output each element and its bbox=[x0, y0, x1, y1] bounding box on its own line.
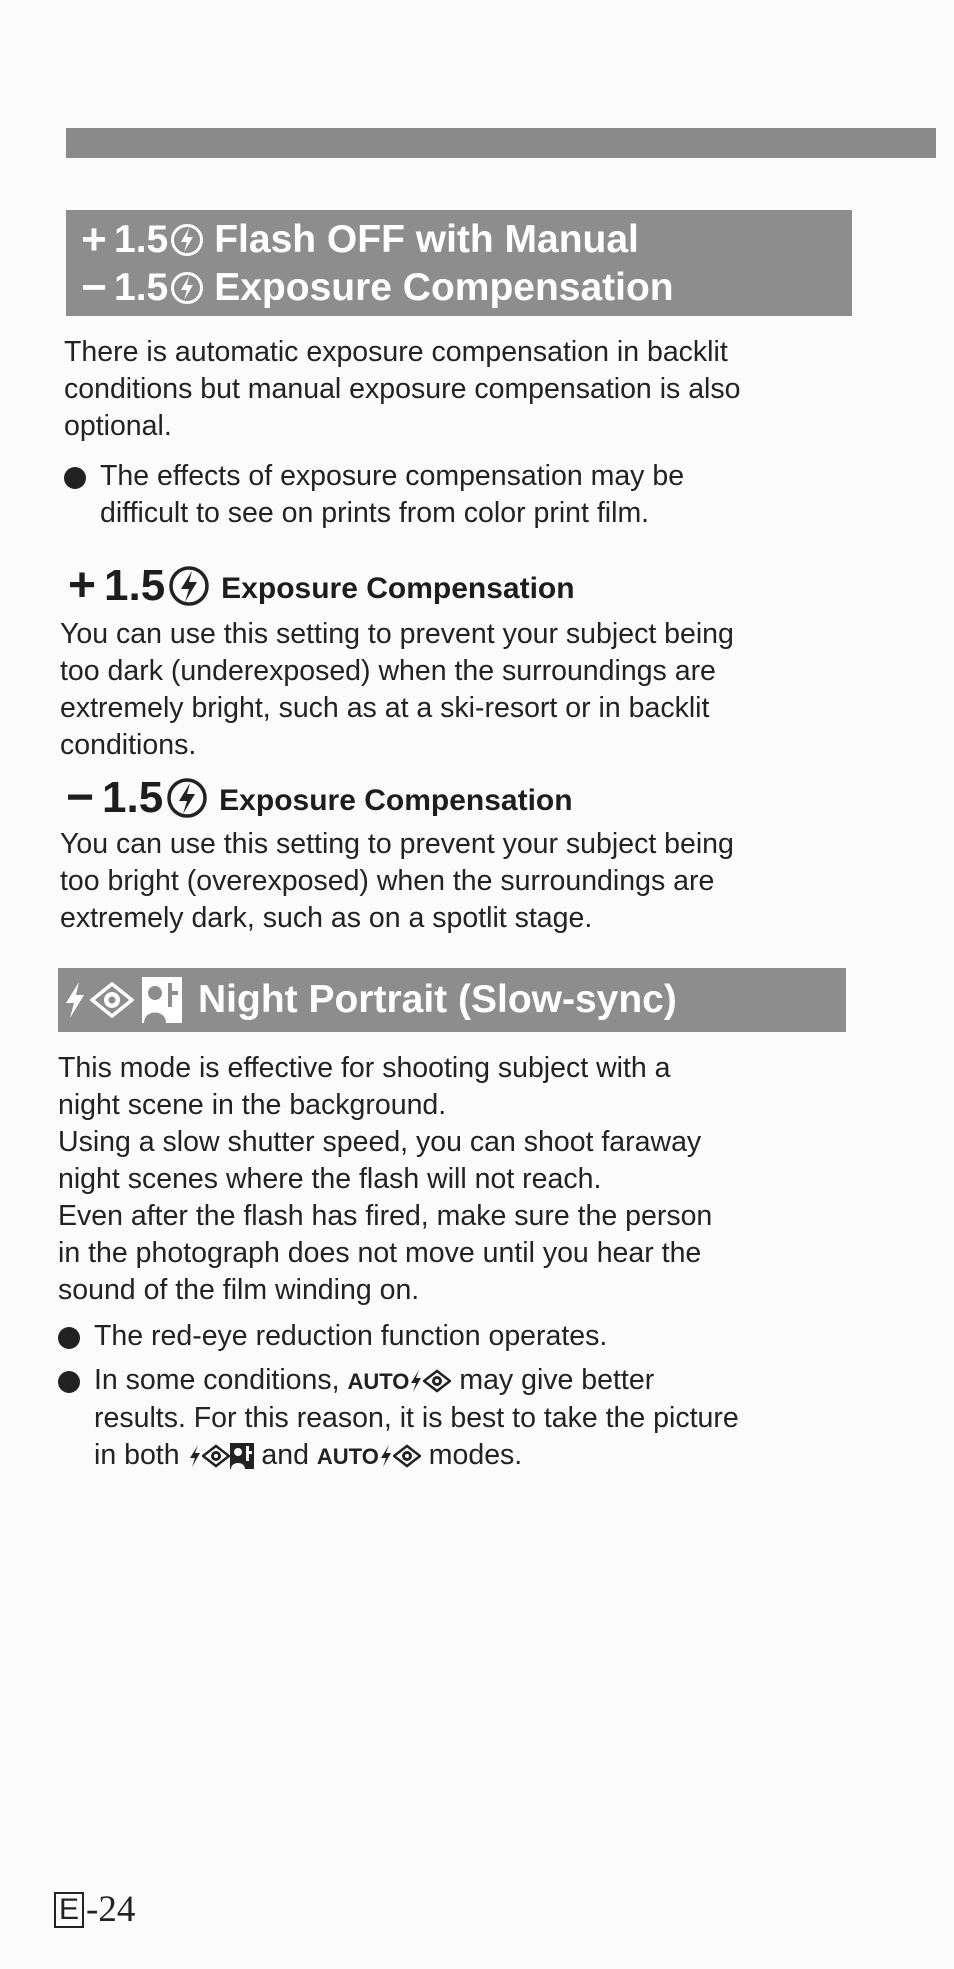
body-line: optional. bbox=[64, 410, 172, 442]
plus-sign: + bbox=[81, 215, 107, 264]
body-line: Using a slow shutter speed, you can shoot faraway bbox=[58, 1126, 702, 1158]
bullet-text: modes. bbox=[428, 1438, 523, 1471]
flash-off-icon bbox=[170, 223, 204, 257]
red-eye-icon bbox=[202, 1444, 230, 1468]
flash-bolt-icon bbox=[188, 1444, 202, 1468]
body-line: conditions. bbox=[60, 729, 197, 761]
bullet-dot bbox=[64, 467, 86, 489]
banner-title-line1: Flash OFF with Manual bbox=[214, 218, 639, 261]
section-banner-night-portrait bbox=[58, 968, 846, 1032]
body-line: extremely bright, such as at a ski-resort or in backlit bbox=[60, 692, 710, 724]
body-line: night scenes where the flash will not reach. bbox=[58, 1163, 602, 1195]
auto-label: AUTO bbox=[316, 1443, 379, 1469]
bullet-text: may give better bbox=[459, 1364, 655, 1396]
comp-value: 1.5 bbox=[104, 561, 166, 610]
body-line: There is automatic exposure compensation in backlit bbox=[64, 336, 728, 368]
minus-comp-body bbox=[60, 826, 734, 937]
night-bullet-2 bbox=[58, 1362, 739, 1475]
auto-label: AUTO bbox=[347, 1368, 410, 1394]
bullet-text: in both bbox=[94, 1438, 180, 1471]
plus-comp-heading bbox=[60, 559, 575, 612]
auto-redeye-symbol bbox=[317, 1438, 421, 1475]
banner-title-line2: Exposure Compensation bbox=[214, 266, 674, 309]
flash-off-bullet bbox=[64, 458, 684, 532]
body-line: sound of the film winding on. bbox=[58, 1274, 420, 1306]
flash-bolt-icon bbox=[62, 980, 88, 1020]
body-line: in the photograph does not move until you hear the bbox=[58, 1237, 702, 1269]
body-line: This mode is effective for shooting subject with a bbox=[58, 1052, 671, 1084]
page-number bbox=[54, 1888, 135, 1931]
bullet-line bbox=[58, 1437, 739, 1475]
flash-bolt-icon bbox=[379, 1444, 393, 1468]
body-line: extremely dark, such as on a spotlit stage. bbox=[60, 902, 593, 934]
minus-comp-title: Exposure Compensation bbox=[219, 784, 573, 817]
comp-value: 1.5 bbox=[114, 218, 169, 261]
bullet-dot bbox=[58, 1371, 80, 1393]
body-line: too bright (overexposed) when the surroundings are bbox=[60, 865, 715, 897]
night-bullet-1 bbox=[58, 1318, 607, 1355]
auto-redeye-symbol bbox=[347, 1363, 451, 1400]
night-portrait-icon bbox=[142, 977, 182, 1023]
night-portrait-body bbox=[58, 1050, 712, 1309]
bullet-line: The red-eye reduction function operates. bbox=[94, 1320, 608, 1352]
flash-bolt-icon bbox=[409, 1369, 423, 1393]
flash-off-icon bbox=[165, 776, 209, 820]
night-portrait-mode-icons bbox=[62, 977, 182, 1023]
banner-line-plus bbox=[74, 216, 852, 264]
bullet-text: In some conditions, bbox=[94, 1364, 340, 1396]
page-number-text: -24 bbox=[86, 1889, 136, 1930]
minus-sign: − bbox=[65, 771, 95, 824]
body-line: too dark (underexposed) when the surroundings are bbox=[60, 655, 716, 687]
plus-comp-title: Exposure Compensation bbox=[221, 572, 575, 605]
flash-off-icon bbox=[170, 271, 204, 305]
comp-value: 1.5 bbox=[114, 266, 169, 309]
night-portrait-title: Night Portrait (Slow-sync) bbox=[198, 978, 677, 1021]
body-line: Even after the flash has fired, make sure the person bbox=[58, 1200, 713, 1232]
flash-off-body bbox=[64, 334, 741, 445]
body-line: You can use this setting to prevent your subject being bbox=[60, 828, 734, 860]
night-portrait-icon bbox=[230, 1443, 254, 1469]
bullet-line: results. For this reason, it is best to take the picture bbox=[94, 1401, 739, 1434]
bullet-line: The effects of exposure compensation may be bbox=[100, 460, 685, 492]
section-banner-flash-off bbox=[66, 210, 852, 316]
body-line: You can use this setting to prevent your subject being bbox=[60, 618, 734, 650]
minus-sign: − bbox=[81, 263, 107, 312]
comp-value: 1.5 bbox=[102, 773, 164, 822]
header-rule bbox=[66, 128, 936, 158]
bullet-text: and bbox=[261, 1438, 309, 1471]
language-box: E bbox=[54, 1892, 84, 1928]
body-line: night scene in the background. bbox=[58, 1089, 447, 1121]
body-line: conditions but manual exposure compensation is also bbox=[64, 373, 741, 405]
red-eye-icon bbox=[90, 980, 134, 1020]
bullet-line: difficult to see on prints from color print film. bbox=[100, 497, 650, 529]
plus-comp-body bbox=[60, 616, 734, 764]
bullet-dot bbox=[58, 1327, 80, 1349]
minus-comp-heading bbox=[58, 771, 573, 824]
banner-line-minus bbox=[74, 264, 852, 312]
plus-sign: + bbox=[67, 559, 97, 612]
red-eye-icon bbox=[393, 1444, 421, 1468]
bullet-line bbox=[58, 1362, 739, 1400]
night-portrait-symbol bbox=[188, 1443, 254, 1469]
flash-off-icon bbox=[167, 564, 211, 608]
red-eye-icon bbox=[423, 1369, 451, 1393]
